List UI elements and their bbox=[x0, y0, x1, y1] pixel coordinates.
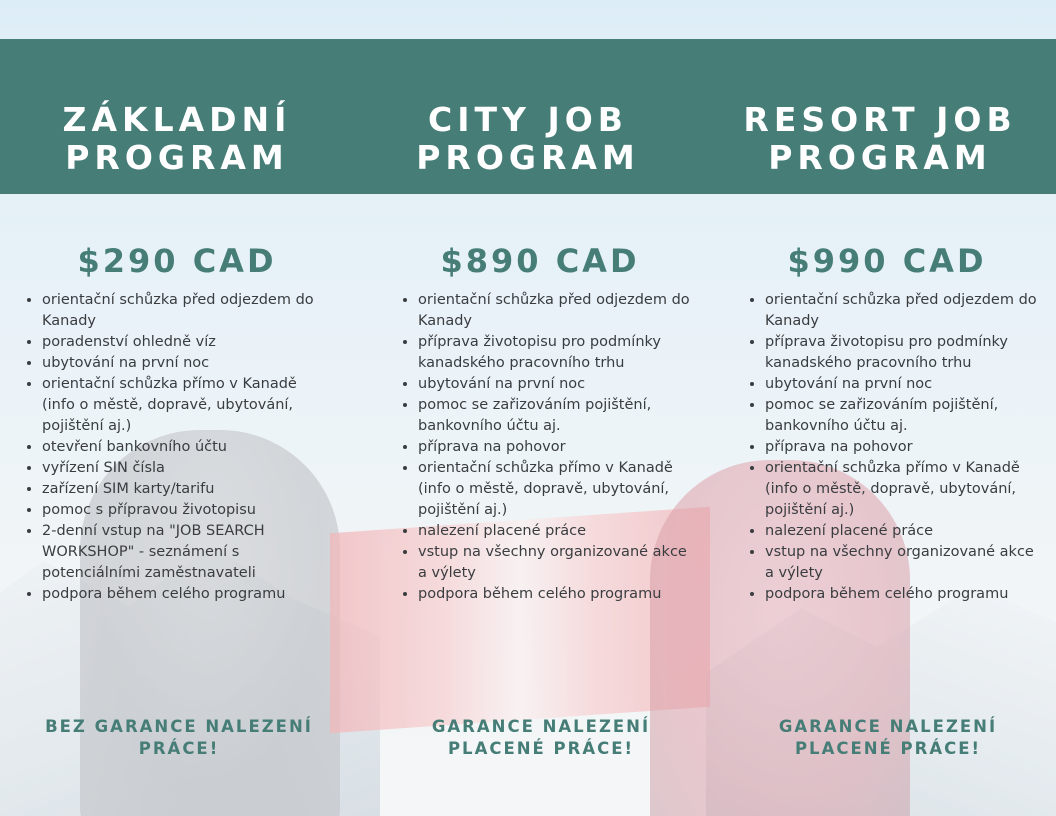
program-title bbox=[720, 101, 1040, 177]
guarantee-note bbox=[728, 716, 1048, 760]
feature-item: • orientační schůzka před odjezdem do Kanady bbox=[42, 290, 320, 332]
feature-item: • orientační schůzka přímo v Kanadě (info o městě, dopravě, ubytování, pojištění aj.) bbox=[42, 374, 320, 437]
feature-item: • orientační schůzka před odjezdem do Kanady bbox=[765, 290, 1037, 332]
feature-item: • vstup na všechny organizované akce a výlety bbox=[765, 542, 1037, 584]
guarantee-note bbox=[19, 716, 339, 760]
program-title-line1: RESORT JOB bbox=[743, 100, 1017, 139]
feature-item: • podpora během celého programu bbox=[418, 584, 690, 605]
feature-item: • orientační schůzka před odjezdem do Kanady bbox=[418, 290, 690, 332]
program-title-line1: CITY JOB bbox=[428, 100, 628, 139]
feature-item: • příprava na pohovor bbox=[418, 437, 690, 458]
feature-item: • pomoc se zařizováním pojištění, bankovního účtu aj. bbox=[418, 395, 690, 437]
feature-item: • ubytování na první noc bbox=[42, 353, 320, 374]
feature-item: • příprava na pohovor bbox=[765, 437, 1037, 458]
feature-item: • podpora během celého programu bbox=[42, 584, 320, 605]
feature-item: • poradenství ohledně víz bbox=[42, 332, 320, 353]
program-title bbox=[368, 101, 688, 177]
feature-list bbox=[22, 290, 320, 605]
feature-item: • příprava životopisu pro podmínky kanadského pracovního trhu bbox=[765, 332, 1037, 374]
feature-list bbox=[745, 290, 1037, 605]
feature-item: • orientační schůzka přímo v Kanadě (info o městě, dopravě, ubytování, pojištění aj.) bbox=[765, 458, 1037, 521]
program-price: $890 CAD bbox=[440, 242, 640, 280]
guarantee-note-line2: PLACENÉ PRÁCE! bbox=[447, 739, 635, 758]
guarantee-note-line1: GARANCE NALEZENÍ bbox=[778, 717, 998, 736]
feature-item: • ubytování na první noc bbox=[418, 374, 690, 395]
feature-item: • otevření bankovního účtu bbox=[42, 437, 320, 458]
feature-item: • zařízení SIM karty/tarifu bbox=[42, 479, 320, 500]
guarantee-note-line2: PRÁCE! bbox=[138, 739, 220, 758]
feature-item: • nalezení placené práce bbox=[765, 521, 1037, 542]
feature-item: • pomoc s přípravou životopisu bbox=[42, 500, 320, 521]
feature-item: • příprava životopisu pro podmínky kanadského pracovního trhu bbox=[418, 332, 690, 374]
guarantee-note-line1: GARANCE NALEZENÍ bbox=[431, 717, 651, 736]
program-title-line2: PROGRAM bbox=[768, 138, 992, 177]
program-price: $290 CAD bbox=[77, 242, 277, 280]
feature-item: • orientační schůzka přímo v Kanadě (info o městě, dopravě, ubytování, pojištění aj.) bbox=[418, 458, 690, 521]
feature-item: • vyřízení SIN čísla bbox=[42, 458, 320, 479]
feature-item: • podpora během celého programu bbox=[765, 584, 1037, 605]
guarantee-note-line1: BEZ GARANCE NALEZENÍ bbox=[45, 717, 313, 736]
program-title-line2: PROGRAM bbox=[416, 138, 640, 177]
guarantee-note-line2: PLACENÉ PRÁCE! bbox=[794, 739, 982, 758]
feature-item: • 2-denní vstup na "JOB SEARCH WORKSHOP" - seznámení s potenciálními zaměstnavateli bbox=[42, 521, 320, 584]
feature-item: • pomoc se zařizováním pojištění, bankovního účtu aj. bbox=[765, 395, 1037, 437]
guarantee-note bbox=[381, 716, 701, 760]
program-title bbox=[17, 101, 337, 177]
feature-item: • vstup na všechny organizované akce a výlety bbox=[418, 542, 690, 584]
program-title-line1: ZÁKLADNÍ bbox=[62, 100, 292, 139]
program-title-line2: PROGRAM bbox=[65, 138, 289, 177]
feature-item: • nalezení placené práce bbox=[418, 521, 690, 542]
program-price: $990 CAD bbox=[787, 242, 987, 280]
feature-list bbox=[398, 290, 690, 605]
feature-item: • ubytování na první noc bbox=[765, 374, 1037, 395]
